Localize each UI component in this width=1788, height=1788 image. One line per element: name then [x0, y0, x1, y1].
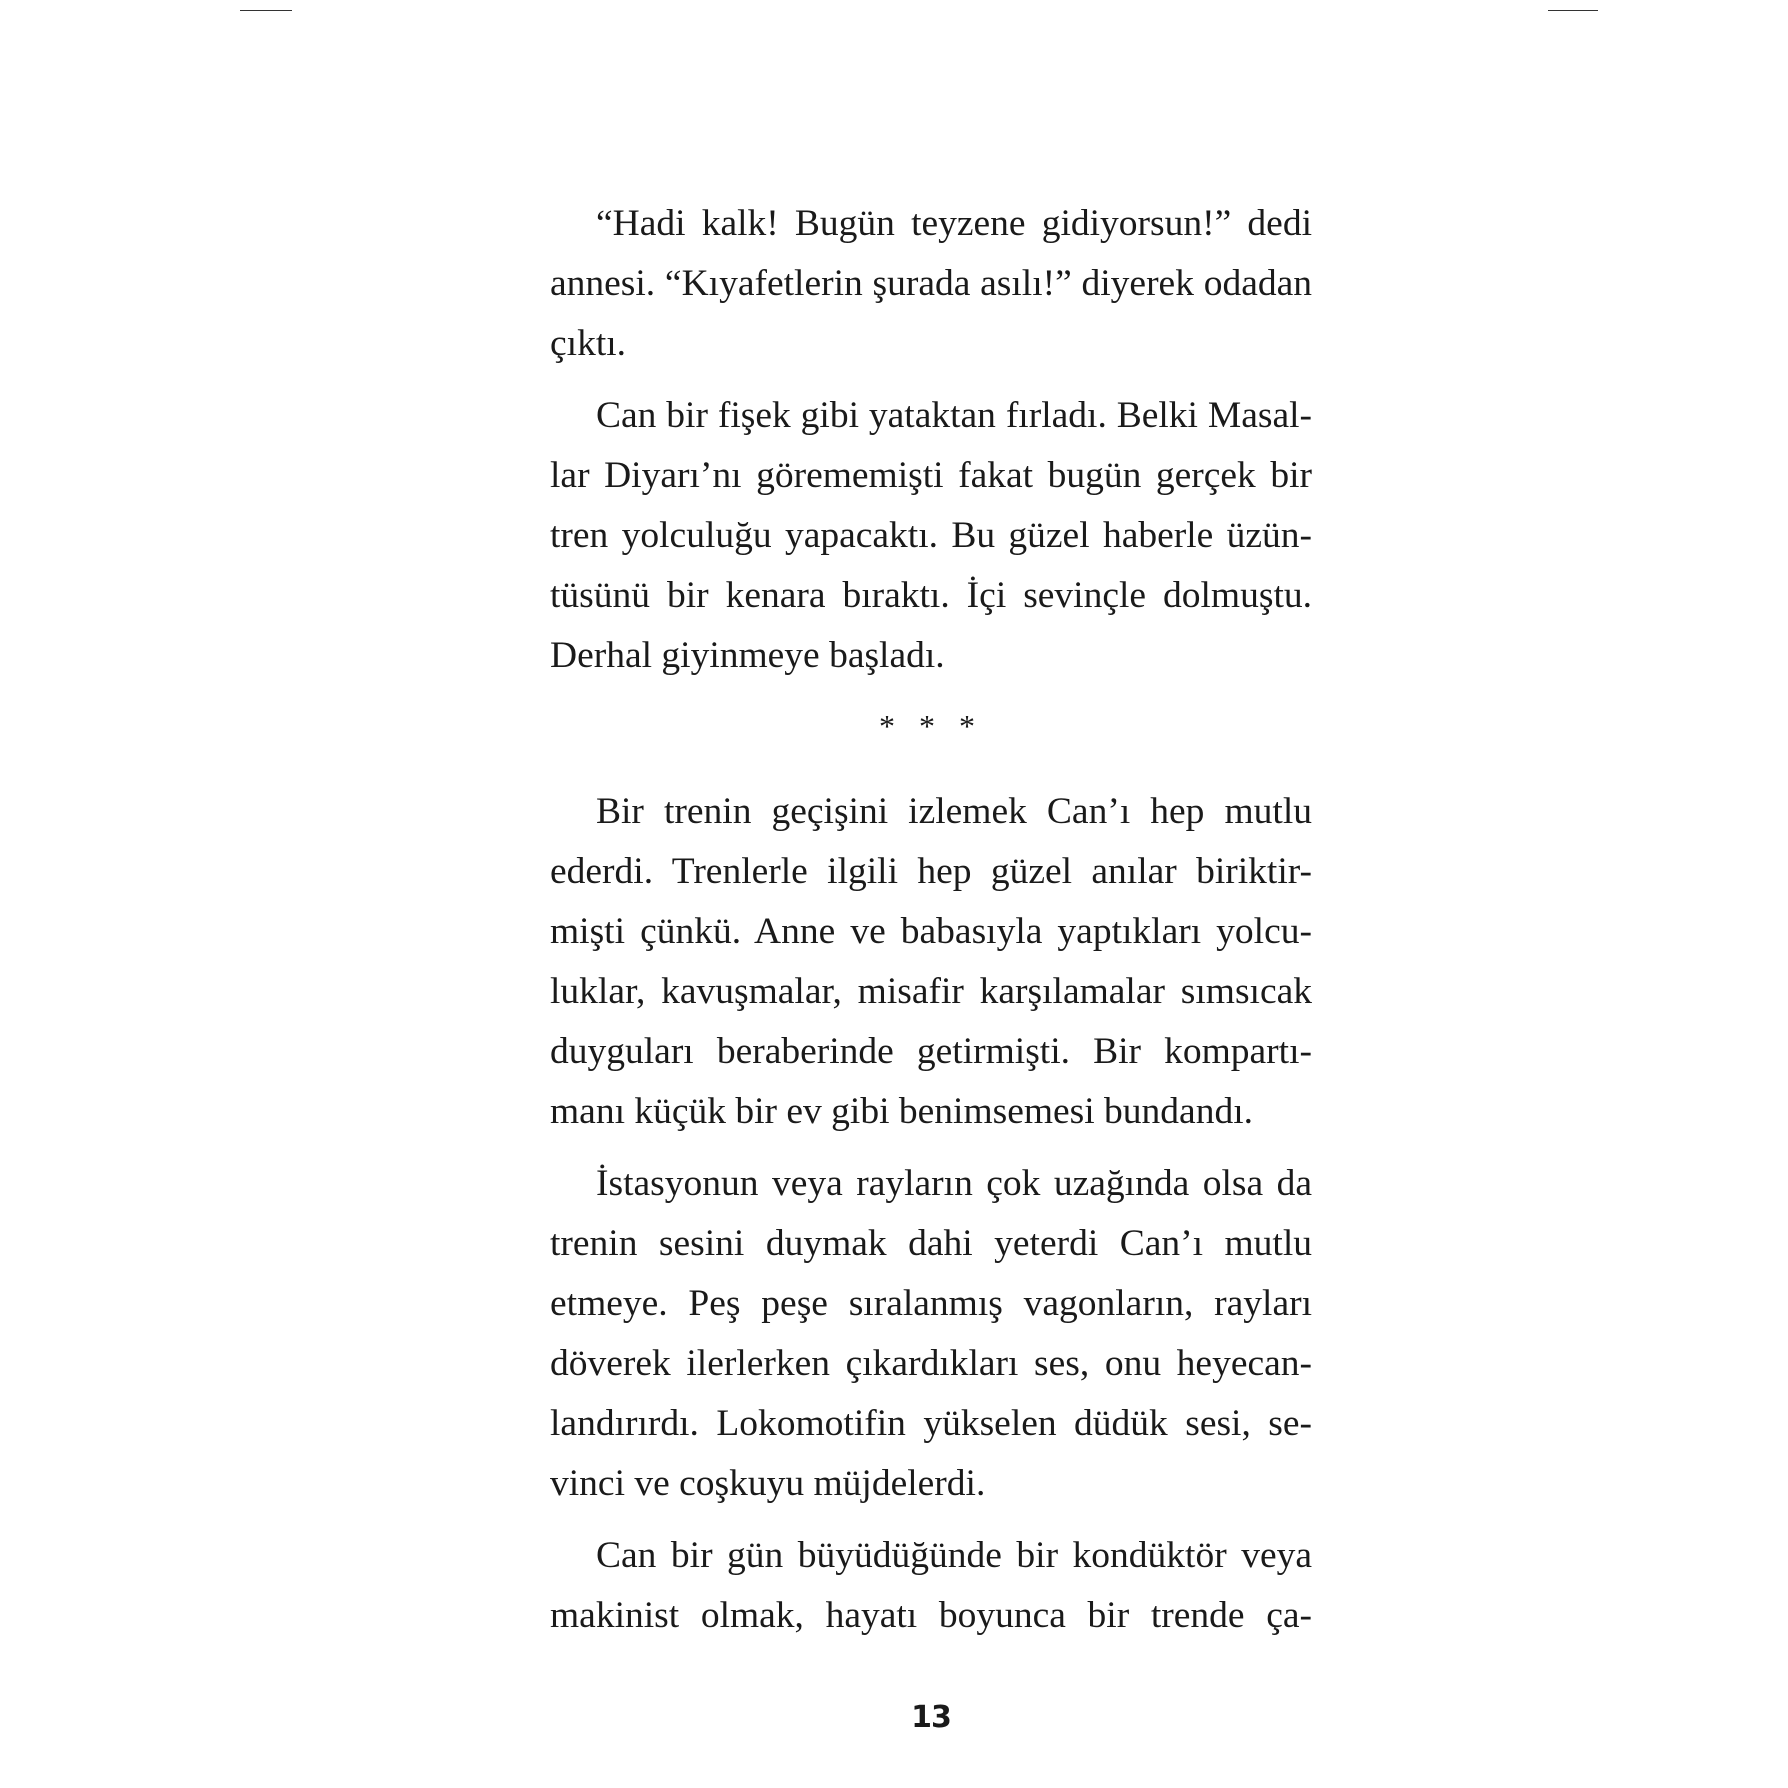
- text-line: annesi. “Kıyafetlerin şurada asılı!” diyerek odadan: [550, 263, 1312, 304]
- text-line: lar Diyarı’nı görememişti fakat bugün gerçek bir: [550, 455, 1312, 496]
- paragraph-3: [550, 782, 1312, 1142]
- crop-mark-right: [1548, 10, 1598, 11]
- text-line: duyguları beraberinde getirmişti. Bir kompartı-: [550, 1031, 1312, 1072]
- paragraph-4: [550, 1154, 1312, 1514]
- paragraph-1: [550, 194, 1312, 374]
- text-line: tüsünü bir kenara bıraktı. İçi sevinçle dolmuştu.: [550, 575, 1312, 616]
- text-line: Derhal giyinmeye başladı.: [550, 635, 945, 676]
- text-line: ederdi. Trenlerle ilgili hep güzel anılar biriktir-: [550, 851, 1312, 892]
- paragraph-2: [550, 386, 1312, 686]
- text-line: döverek ilerlerken çıkardıkları ses, onu heyecan-: [550, 1343, 1312, 1384]
- text-line: makinist olmak, hayatı boyunca bir trende ça-: [550, 1595, 1312, 1636]
- text-line: Bir trenin geçişini izlemek Can’ı hep mutlu: [596, 791, 1312, 832]
- text-line: Can bir gün büyüdüğünde bir kondüktör veya: [596, 1535, 1312, 1576]
- section-separator: * * *: [879, 708, 983, 744]
- text-line: Can bir fişek gibi yataktan fırladı. Belki Masal-: [596, 395, 1312, 436]
- text-line: etmeye. Peş peşe sıralanmış vagonların, rayları: [550, 1283, 1312, 1324]
- text-line: manı küçük bir ev gibi benimsemesi bundandı.: [550, 1091, 1253, 1132]
- text-line: trenin sesini duymak dahi yeterdi Can’ı mutlu: [550, 1223, 1312, 1264]
- text-line: vinci ve coşkuyu müjdelerdi.: [550, 1463, 986, 1504]
- page-number: 13: [911, 1700, 951, 1735]
- crop-mark-left: [240, 10, 292, 11]
- text-line: “Hadi kalk! Bugün teyzene gidiyorsun!” dedi: [596, 203, 1312, 244]
- text-line: luklar, kavuşmalar, misafir karşılamalar sımsıcak: [550, 971, 1312, 1012]
- paragraph-5: [550, 1526, 1312, 1646]
- text-line: landırırdı. Lokomotifin yükselen düdük sesi, se-: [550, 1403, 1312, 1444]
- text-line: mişti çünkü. Anne ve babasıyla yaptıkları yolcu-: [550, 911, 1312, 952]
- text-line: çıktı.: [550, 323, 627, 364]
- text-line: İstasyonun veya rayların çok uzağında olsa da: [596, 1163, 1312, 1204]
- body-text: [550, 194, 1312, 1658]
- text-line: tren yolculuğu yapacaktı. Bu güzel haberle üzün-: [550, 515, 1312, 556]
